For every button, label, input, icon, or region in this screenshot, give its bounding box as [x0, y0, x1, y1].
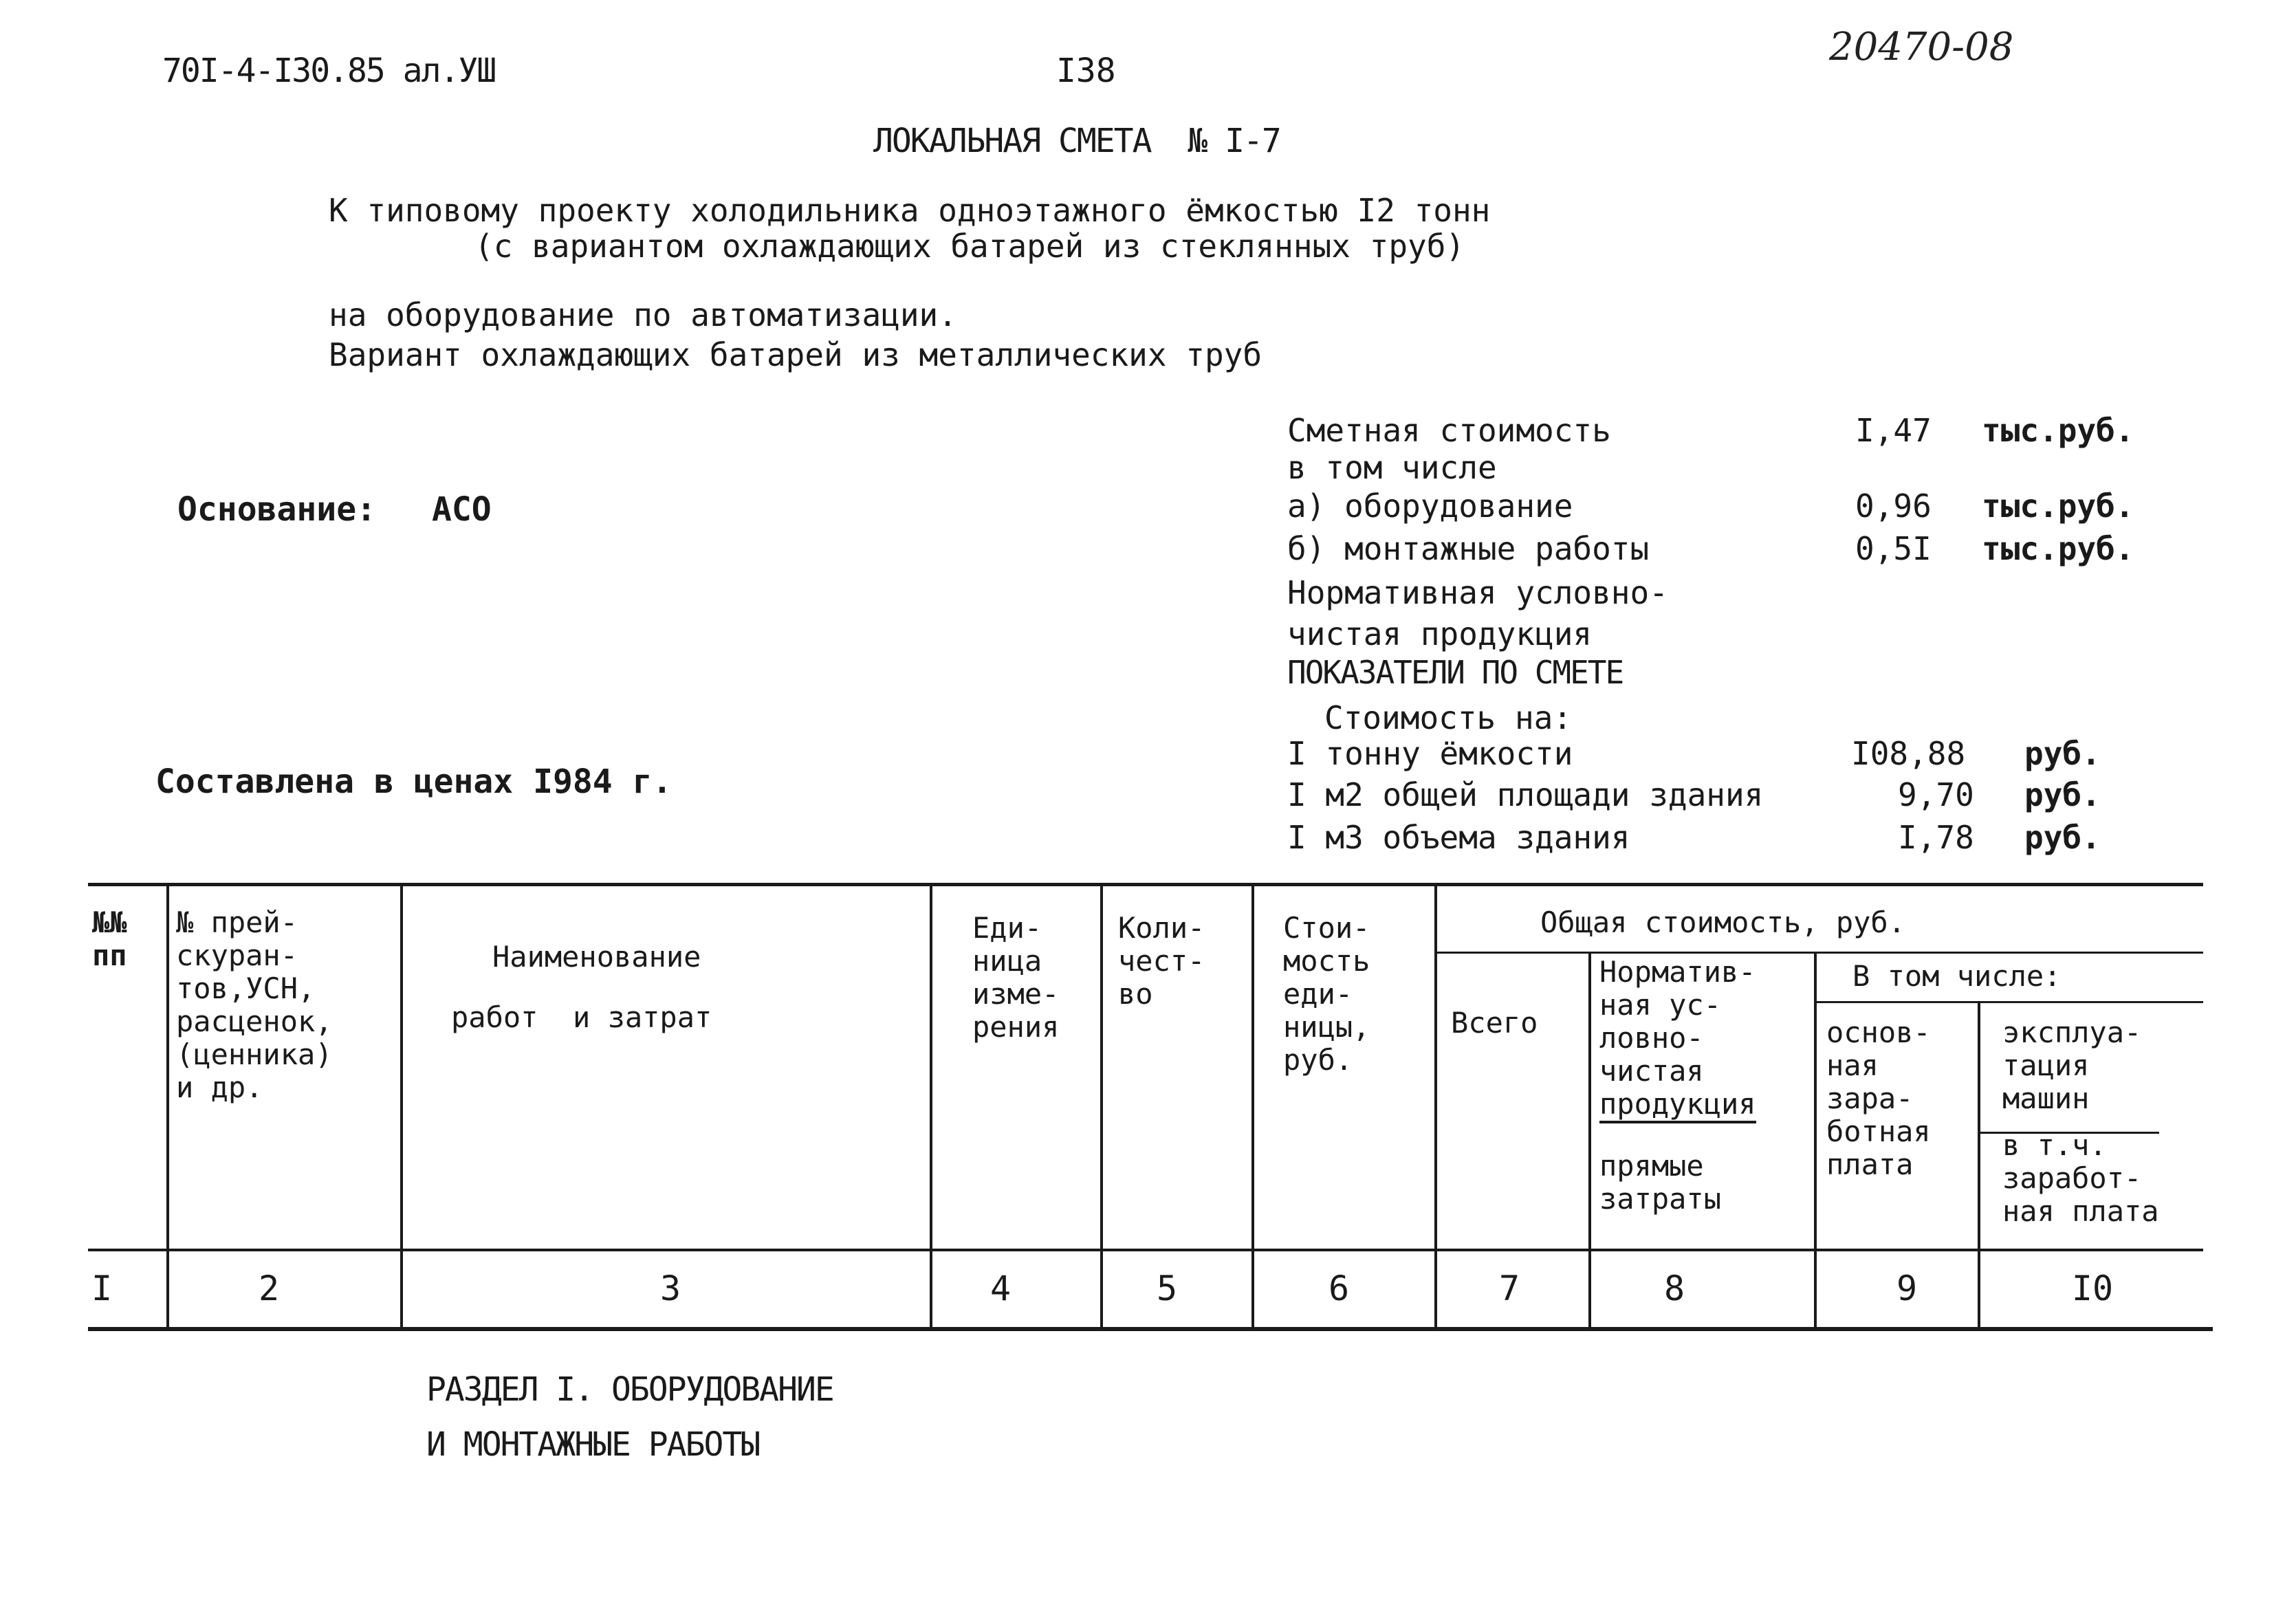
header-machines: эксплуа- тация машин	[2002, 1016, 2142, 1115]
header-bottom-rule	[88, 1249, 2203, 1251]
column-number: 4	[990, 1269, 1012, 1308]
handwritten-number: 20470-08	[1829, 25, 2014, 69]
per-m2-label: I м2 общей площади здания	[1287, 776, 1764, 813]
section-heading-line-1: РАЗДЕЛ I. ОБОРУДОВАНИЕ	[426, 1370, 833, 1409]
normative-line-1: Нормативная условно-	[1287, 574, 1668, 611]
estimated-cost-label: Сметная стоимость	[1287, 412, 1611, 449]
per-ton-value: I08,88	[1851, 735, 1966, 772]
per-ton-label: I тонну ёмкости	[1287, 735, 1573, 772]
group-rule	[1436, 952, 2203, 954]
header-including-group: В том числе:	[1852, 959, 2062, 993]
subject-line-1: на оборудование по автоматизации.	[329, 296, 957, 333]
column-number: I	[91, 1269, 113, 1308]
col-divider	[1814, 953, 1817, 1330]
column-number: 2	[258, 1269, 280, 1308]
header-unit-cost: Стои- мость еди- ницы, руб.	[1283, 911, 1370, 1077]
column-number: I0	[2071, 1269, 2114, 1308]
col-divider	[1978, 1001, 1980, 1330]
estimated-cost-unit: тыс.руб.	[1982, 412, 2134, 449]
col-divider	[1588, 953, 1591, 1330]
header-total: Всего	[1451, 1006, 1538, 1040]
per-m2-unit: руб.	[2024, 776, 2101, 813]
header-name-line-1: Наименование	[492, 940, 701, 974]
section-heading-line-2: И МОНТАЖНЫЕ РАБОТЫ	[426, 1425, 760, 1464]
installation-value: 0,5I	[1855, 530, 1932, 567]
column-number: 8	[1663, 1269, 1685, 1308]
per-m3-value: I,78	[1898, 819, 1974, 856]
page-number: I38	[1056, 52, 1116, 90]
header-base-wage: основ- ная зара- ботная плата	[1826, 1016, 1931, 1181]
per-ton-unit: руб.	[2024, 735, 2101, 772]
equipment-value: 0,96	[1855, 487, 1932, 525]
equipment-unit: тыс.руб.	[1982, 487, 2134, 525]
normative-line-2: чистая продукция	[1287, 615, 1593, 652]
subgroup-rule	[1815, 1001, 2203, 1003]
header-price-list: № прей- скуран- тов,УСН, расценок, (ценника) и др.	[176, 906, 333, 1104]
project-line-1: К типовому проекту холодильника одноэтажного ёмкостью I2 тонн	[329, 192, 1491, 229]
installation-label: б) монтажные работы	[1287, 530, 1650, 567]
header-row-number: №№ пп	[92, 906, 127, 972]
basis-value: АСО	[432, 490, 492, 529]
per-m2-value: 9,70	[1898, 776, 1974, 813]
numbers-bottom-rule	[88, 1327, 2213, 1331]
per-m3-label: I м3 объема здания	[1287, 819, 1630, 856]
col-divider	[1251, 883, 1254, 1330]
prices-year: Составлена в ценах I984 г.	[155, 762, 673, 801]
header-quantity: Коли- чест- во	[1118, 911, 1205, 1011]
col-divider	[1434, 883, 1437, 1330]
column-number: 7	[1498, 1269, 1520, 1308]
per-m3-unit: руб.	[2024, 819, 2101, 856]
estimated-cost-value: I,47	[1855, 412, 1932, 449]
column-number: 3	[659, 1269, 681, 1308]
document-code: 70I-4-I30.85 ал.УШ	[162, 52, 496, 90]
col-divider	[400, 883, 403, 1330]
header-name-line-2: работ и затрат	[451, 1000, 712, 1034]
col-divider	[1100, 883, 1103, 1330]
basis-label: Основание:	[177, 490, 376, 529]
header-normative-product	[1599, 1088, 1756, 1121]
column-number: 5	[1156, 1269, 1178, 1308]
subject-line-2: Вариант охлаждающих батарей из металлических труб	[329, 336, 1262, 373]
column-number: 9	[1896, 1269, 1918, 1308]
header-normative-top: Норматив- ная ус- ловно- чистая	[1599, 955, 1756, 1088]
cost-for-label: Стоимость на:	[1324, 699, 1573, 736]
table-top-rule	[88, 883, 2203, 886]
header-normative-product-text: продукция	[1599, 1087, 1756, 1123]
header-unit: Еди- ница изме- рения	[972, 911, 1060, 1044]
header-direct-costs: прямые затраты	[1599, 1149, 1722, 1216]
indicators-heading: ПОКАЗАТЕЛИ ПО СМЕТЕ	[1287, 654, 1623, 691]
header-total-cost-group: Общая стоимость, руб.	[1540, 906, 1906, 939]
including-label: в том числе	[1287, 449, 1497, 486]
installation-unit: тыс.руб.	[1982, 530, 2134, 567]
document-title: ЛОКАЛЬНАЯ СМЕТА № I-7	[873, 122, 1280, 160]
project-line-2: (с вариантом охлаждающих батарей из стеклянных труб)	[474, 228, 1465, 265]
header-machines-wage: в т.ч. заработ- ная плата	[2002, 1128, 2159, 1228]
equipment-label: а) оборудование	[1287, 487, 1573, 525]
column-number: 6	[1328, 1269, 1350, 1308]
col-divider	[166, 883, 169, 1330]
col-divider	[930, 883, 932, 1330]
